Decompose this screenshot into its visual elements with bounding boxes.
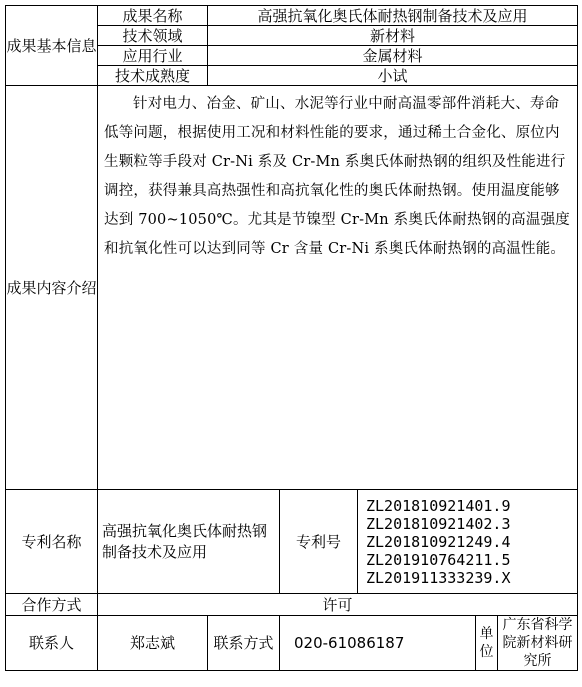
- basic-info-row-name: [6, 6, 578, 26]
- patent-number: ZL201810921401.9: [366, 496, 511, 515]
- basic-info-value: 新材料: [208, 26, 578, 46]
- patent-number: ZL201810921249.4: [366, 532, 511, 551]
- content-row: [6, 86, 578, 490]
- patent-name-label: 专利名称: [6, 490, 98, 594]
- contact-unit-label: 单位: [476, 616, 498, 671]
- contact-person-value: 郑志斌: [98, 616, 208, 671]
- cooperation-label: 合作方式: [6, 594, 98, 616]
- basic-info-label: 应用行业: [98, 46, 208, 66]
- contact-person-label: 联系人: [6, 616, 98, 671]
- patent-number-list: [358, 490, 578, 594]
- contact-unit-value: 广东省科学院新材料研究所: [498, 616, 578, 671]
- cooperation-row: [6, 594, 578, 616]
- basic-info-label: 成果名称: [98, 6, 208, 26]
- content-text: 针对电力、冶金、矿山、水泥等行业中耐高温零部件消耗大、寿命低等问题，根据使用工况和材料性能的要求，通过稀土合金化、原位内生颗粒等手段对 Cr-Ni 系及 Cr-Mn 系奥氏体耐热钢的组织及性能进行调控，获得兼具高热强性和高抗氧化性的奥氏体耐热钢。使用温度能够达到 700~1050℃。尤其是节镍型 Cr-Mn 系奥氏体耐热钢的高温强度和抗氧化性可以达到同等 Cr 含量 Cr-Ni 系奥氏体耐热钢的高温性能。: [104, 96, 570, 257]
- content-section-label: 成果内容介绍: [6, 86, 98, 490]
- patent-number: ZL201911333239.X: [366, 568, 511, 587]
- content-cell: [98, 86, 578, 490]
- basic-info-label: 技术领域: [98, 26, 208, 46]
- basic-info-value: 小试: [208, 66, 578, 86]
- contact-method-value: 020-61086187: [280, 616, 476, 671]
- patent-number: ZL201810921402.3: [366, 514, 511, 533]
- contact-method-label: 联系方式: [208, 616, 280, 671]
- patent-number: ZL201910764211.5: [366, 550, 511, 569]
- patent-number-label: 专利号: [280, 490, 358, 594]
- basic-info-value: 高强抗氧化奥氏体耐热钢制备技术及应用: [208, 6, 578, 26]
- contact-row: [6, 616, 578, 671]
- cooperation-value: 许可: [98, 594, 578, 616]
- basic-info-value: 金属材料: [208, 46, 578, 66]
- basic-info-label: 技术成熟度: [98, 66, 208, 86]
- basic-info-section-label: 成果基本信息: [6, 6, 98, 86]
- patent-row: [6, 490, 578, 594]
- patent-name-value: 高强抗氧化奥氏体耐热钢制备技术及应用: [98, 490, 280, 594]
- achievement-info-table: [5, 5, 578, 671]
